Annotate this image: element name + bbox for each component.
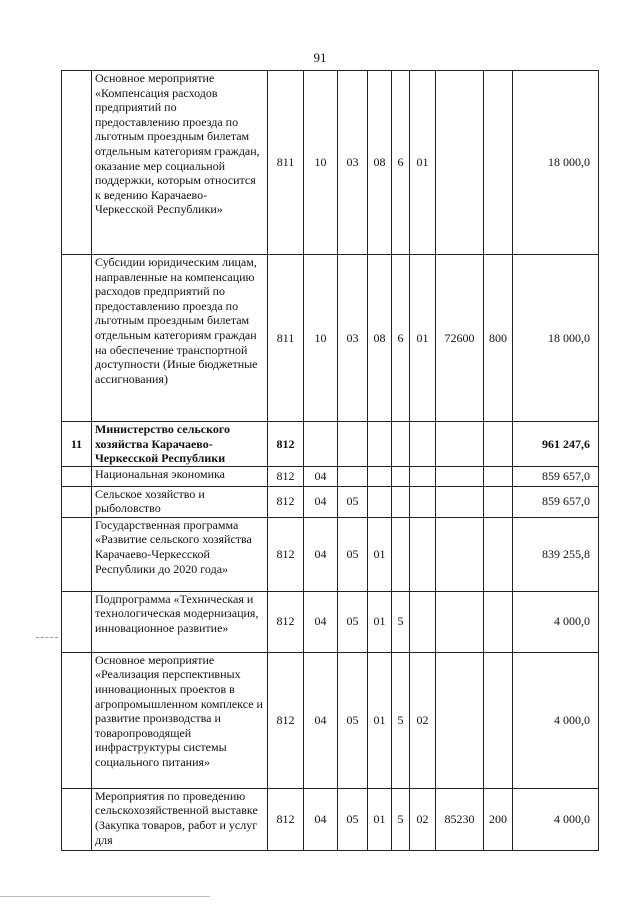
program-code: 01	[368, 652, 392, 788]
program-code: 08	[368, 255, 392, 422]
subprogram-code	[392, 517, 410, 591]
subsection-code: 03	[338, 255, 368, 422]
section-code: 04	[304, 591, 338, 652]
margin-mark	[36, 637, 58, 638]
item-name: Подпрограмма «Техническая и технологическая модернизация, инновационное развитие»	[92, 591, 268, 652]
row-number	[62, 255, 92, 422]
budget-table	[61, 70, 599, 851]
section-code: 04	[304, 466, 338, 486]
ministry-code: 811	[268, 71, 304, 255]
ministry-code: 812	[268, 591, 304, 652]
activity-code: 02	[410, 788, 436, 850]
ministry-code: 812	[268, 652, 304, 788]
direction-code	[436, 486, 484, 517]
table-row	[62, 652, 599, 788]
activity-code: 02	[410, 652, 436, 788]
section-code: 10	[304, 255, 338, 422]
table-row	[62, 486, 599, 517]
activity-code: 01	[410, 255, 436, 422]
section-code: 04	[304, 486, 338, 517]
program-code: 01	[368, 517, 392, 591]
amount: 961 247,6	[513, 422, 599, 467]
direction-code	[436, 71, 484, 255]
amount: 859 657,0	[513, 466, 599, 486]
table-row	[62, 591, 599, 652]
activity-code	[410, 591, 436, 652]
direction-code	[436, 652, 484, 788]
table-row	[62, 255, 599, 422]
subsection-code: 03	[338, 71, 368, 255]
item-name: Субсидии юридическим лицам, направленные на компенсацию расходов предприятий по предоставлению проезда по льготным проездным билетам отдельным категориям граждан на обеспечение транспортной доступности (Иные бюджетные ассигнования)	[92, 255, 268, 422]
subsection-code	[338, 466, 368, 486]
subsection-code: 05	[338, 652, 368, 788]
row-number	[62, 652, 92, 788]
amount: 18 000,0	[513, 71, 599, 255]
expense-type-code: 200	[484, 788, 513, 850]
amount: 859 657,0	[513, 486, 599, 517]
subprogram-code	[392, 486, 410, 517]
expense-type-code	[484, 422, 513, 467]
section-code: 04	[304, 652, 338, 788]
ministry-code: 812	[268, 422, 304, 467]
program-code: 01	[368, 788, 392, 850]
subprogram-code	[392, 422, 410, 467]
section-code	[304, 422, 338, 467]
item-name: Сельское хозяйство и рыболовство	[92, 486, 268, 517]
subsection-code: 05	[338, 591, 368, 652]
amount: 839 255,8	[513, 517, 599, 591]
activity-code	[410, 466, 436, 486]
direction-code: 85230	[436, 788, 484, 850]
ministry-code: 812	[268, 486, 304, 517]
section-code: 04	[304, 517, 338, 591]
amount: 4 000,0	[513, 652, 599, 788]
table-row	[62, 422, 599, 467]
expense-type-code	[484, 71, 513, 255]
ministry-code: 812	[268, 466, 304, 486]
item-name: Мероприятия по проведению сельскохозяйственной выставке (Закупка товаров, работ и услуг для	[92, 788, 268, 850]
table-row	[62, 466, 599, 486]
program-code	[368, 466, 392, 486]
item-name: Основное мероприятие «Реализация перспективных инновационных проектов в агропромышленном комплексе и развитие производства и товаропроводящей инфраструктуры системы социального питания»	[92, 652, 268, 788]
program-code	[368, 486, 392, 517]
direction-code	[436, 466, 484, 486]
activity-code: 01	[410, 71, 436, 255]
subprogram-code: 6	[392, 71, 410, 255]
subsection-code: 05	[338, 788, 368, 850]
direction-code	[436, 422, 484, 467]
activity-code	[410, 486, 436, 517]
subprogram-code: 5	[392, 652, 410, 788]
activity-code	[410, 517, 436, 591]
table-row	[62, 788, 599, 850]
amount: 18 000,0	[513, 255, 599, 422]
program-code	[368, 422, 392, 467]
amount: 4 000,0	[513, 788, 599, 850]
subprogram-code	[392, 466, 410, 486]
direction-code	[436, 591, 484, 652]
item-name: Основное мероприятие «Компенсация расходов предприятий по предоставлению проезда по льготным проездным билетам отдельным категориям граждан, оказание мер социальной поддержки, которым относится к ведению Карачаево-Черкесской Республики»	[92, 71, 268, 255]
row-number	[62, 591, 92, 652]
ministry-code: 812	[268, 517, 304, 591]
amount: 4 000,0	[513, 591, 599, 652]
item-name: Национальная экономика	[92, 466, 268, 486]
expense-type-code	[484, 652, 513, 788]
expense-type-code	[484, 517, 513, 591]
section-code: 10	[304, 71, 338, 255]
section-code: 04	[304, 788, 338, 850]
row-number	[62, 517, 92, 591]
row-number: 11	[62, 422, 92, 467]
expense-type-code	[484, 486, 513, 517]
footer-rule	[0, 896, 210, 897]
table-row	[62, 71, 599, 255]
subprogram-code: 5	[392, 591, 410, 652]
expense-type-code: 800	[484, 255, 513, 422]
ministry-code: 812	[268, 788, 304, 850]
row-number	[62, 486, 92, 517]
page-number: 91	[313, 50, 327, 65]
row-number	[62, 466, 92, 486]
table-row	[62, 517, 599, 591]
subsection-code: 05	[338, 486, 368, 517]
subprogram-code: 6	[392, 255, 410, 422]
row-number	[62, 788, 92, 850]
direction-code: 72600	[436, 255, 484, 422]
subsection-code: 05	[338, 517, 368, 591]
expense-type-code	[484, 591, 513, 652]
ministry-code: 811	[268, 255, 304, 422]
expense-type-code	[484, 466, 513, 486]
direction-code	[436, 517, 484, 591]
row-number	[62, 71, 92, 255]
program-code: 08	[368, 71, 392, 255]
activity-code	[410, 422, 436, 467]
subsection-code	[338, 422, 368, 467]
subprogram-code: 5	[392, 788, 410, 850]
item-name: Государственная программа «Развитие сельского хозяйства Карачаево-Черкесской Республики до 2020 года»	[92, 517, 268, 591]
item-name: Министерство сельского хозяйства Карачаево-Черкесской Республики	[92, 422, 268, 467]
program-code: 01	[368, 591, 392, 652]
